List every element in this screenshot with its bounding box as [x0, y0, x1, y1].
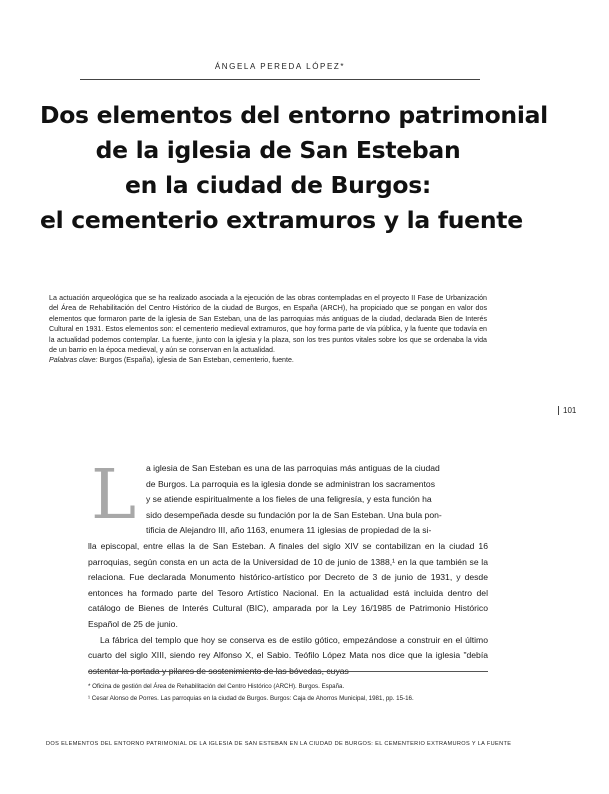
paragraph-1-rest: lla episcopal, entre ellas la de San Esteban. A finales del siglo XIV se contabilizan en la ciudad 16 parroquias, según consta en un acta de la Universidad de 10 de junio de 1388,¹ en la que también se la relaciona. Fue declarada Monumento histórico-artístico por Decreto de 3 de junio de 1931, y desde entonces ha formado parte del Tesoro Artístico Nacional. En la actualidad está incluida dentro del catálogo de Bienes de Interés Cultural (BIC), amparada por la Ley 16/1985 de Patrimonio Histórico Español de 25 de junio. — [88, 540, 488, 629]
footnote: ¹ Cesar Alonso de Porres. Las parroquias en la ciudad de Burgos. Burgos: Caja de Ahorros Municipal, 1981, pp. 15-16. — [88, 695, 414, 702]
page-number-text: 101 — [558, 406, 576, 415]
page-number — [558, 406, 576, 415]
paragraph-1-opening — [88, 456, 488, 539]
abstract-text: La actuación arqueológica que se ha realizado asociada a la ejecución de las obras contempladas en el proyecto II Fase de Urbanización del Área de Rehabilitación del Centro Histórico de la ciudad de Burgos, en España (ARCH), ha propiciado que se pongan en valor dos elementos que formaron parte de la iglesia de San Esteban, una de las parroquias más antiguas de la ciudad, declarada Bien de Interés Cultural en 1931. Estos elementos son: el cementerio medieval extramuros, que hoy forma parte de vía pública, y la fuente que todavía en la actualidad podemos contemplar. La fuente, junto con la iglesia y la plaza, son los tres puntos vitales sobre los que se ordenaba la vida de un barrio en la época medieval, y aún se conservan en la actualidad. — [49, 294, 487, 355]
footnotes — [88, 681, 488, 705]
running-footer: DOS ELEMENTOS DEL ENTORNO PATRIMONIAL DE LA IGLESIA DE SAN ESTEBAN EN LA CIUDAD DE BURGOS: EL CEMENTERIO EXTRAMUROS Y LA FUENTE — [46, 741, 512, 747]
keywords-label: Palabras clave: — [49, 356, 98, 365]
header-rule — [80, 79, 480, 80]
title-line: el cementerio extramuros y la fuente — [40, 206, 523, 234]
body-line: y se atiende espiritualmente a los fieles de una feligresía, y esta función ha — [146, 494, 432, 505]
body-line: de Burgos. La parroquia es la iglesia donde se administran los sacramentos — [146, 478, 436, 489]
keywords: Burgos (España), iglesia de San Esteban, cementerio, fuente. — [99, 356, 294, 365]
article-title — [40, 98, 548, 238]
body-text — [88, 456, 488, 679]
title-line: de la iglesia de San Esteban — [95, 136, 461, 164]
paragraph-2: La fábrica del templo que hoy se conserva es de estilo gótico, empezándose a construir en el último cuarto del siglo XIII, siendo rey Alfonso X, el Sabio. Teófilo López Mata nos dice que la iglesia "debía ostentar la portada y pilares de sostenimiento de las bóvedas, cuyas — [88, 634, 488, 676]
footnote-rule — [88, 671, 488, 672]
body-line: sido desempeñada desde su fundación por la de San Esteban. Una bula pon- — [146, 509, 442, 520]
title-line: en la ciudad de Burgos: — [125, 171, 431, 199]
author-name: ÁNGELA PEREDA LÓPEZ* — [214, 62, 346, 71]
footnote: * Oficina de gestión del Área de Rehabilitación del Centro Histórico (ARCH). Burgos. España. — [88, 683, 345, 690]
title-line: Dos elementos del entorno patrimonial — [40, 101, 548, 129]
drop-cap: L — [91, 456, 137, 535]
abstract — [49, 293, 487, 366]
body-line: tificia de Alejandro III, año 1163, enumera 11 iglesias de propiedad de la si- — [146, 525, 432, 536]
body-line: a iglesia de San Esteban es una de las parroquias más antiguas de la ciudad — [146, 463, 440, 473]
